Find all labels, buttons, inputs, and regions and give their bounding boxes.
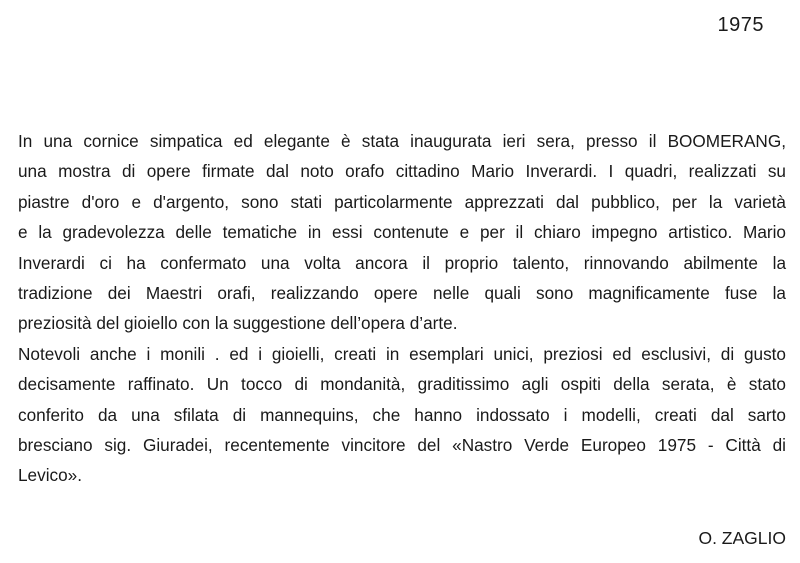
document-year: 1975 [717, 14, 764, 36]
article-line: piastre d'oro e d'argento, sono stati particolarmente apprezzati dal pubblico, per la varietà [18, 191, 786, 212]
article-line: preziosità del gioiello con la suggestione dell’opera d’arte. [18, 313, 458, 334]
article-body [18, 126, 786, 491]
article-line: In una cornice simpatica ed elegante è stata inaugurata ieri sera, presso il BOOMERANG, [18, 131, 786, 151]
article-line: bresciano sig. Giuradei, recentemente vincitore del «Nastro Verde Europeo 1975 - Città di [18, 435, 786, 456]
article-line: Inverardi ci ha confermato una volta ancora il proprio talento, rinnovando abilmente la [18, 252, 786, 273]
article-line: decisamente raffinato. Un tocco di mondanità, graditissimo agli ospiti della serata, è stato [18, 374, 786, 395]
author-signature: O. ZAGLIO [698, 528, 786, 548]
article-line: Levico». [18, 465, 83, 486]
article-line: conferito da una sfilata di mannequins, che hanno indossato i modelli, creati dal sarto [18, 404, 786, 425]
article-line: Notevoli anche i monili . ed i gioielli, creati in esemplari unici, preziosi ed esclusivi, di gusto [18, 343, 786, 364]
article-line: e la gradevolezza delle tematiche in essi contenute e per il chiaro impegno artistico. Mario [18, 222, 786, 243]
article-line: tradizione dei Maestri orafi, realizzando opere nelle quali sono magnificamente fuse la [18, 283, 786, 304]
article-line: una mostra di opere firmate dal noto orafo cittadino Mario Inverardi. I quadri, realizzati su [18, 161, 786, 182]
